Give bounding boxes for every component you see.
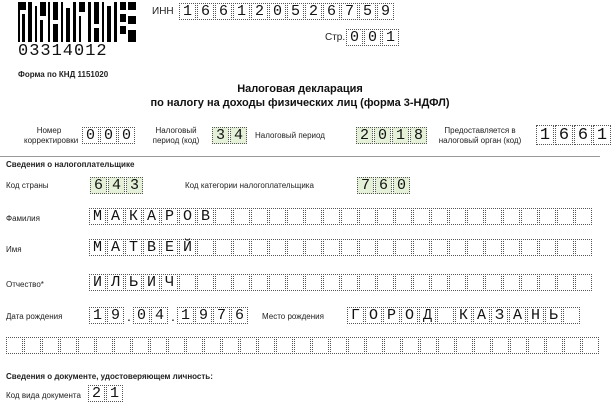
char-cell[interactable]: 1 (593, 125, 611, 145)
surname-label: Фамилия (6, 214, 40, 223)
char-cell[interactable]: А (509, 307, 526, 324)
char-cell[interactable]: 6 (197, 3, 214, 20)
taxpayer-section-title: Сведения о налогоплательщике (6, 160, 135, 169)
char-cell[interactable]: К (125, 208, 142, 225)
char-cell[interactable]: 0 (133, 307, 150, 324)
char-cell[interactable] (395, 208, 412, 225)
char-cell[interactable] (510, 337, 527, 354)
char-cell[interactable] (168, 337, 185, 354)
name-field[interactable] (89, 239, 593, 256)
char-cell[interactable] (251, 239, 268, 256)
char-cell[interactable]: 1 (89, 307, 106, 324)
char-cell[interactable]: 9 (107, 307, 124, 324)
authority-label: Предоставляется в налоговый орган (код) (438, 126, 522, 145)
char-cell[interactable] (269, 208, 286, 225)
char-cell[interactable]: Л (107, 274, 124, 291)
char-cell[interactable]: Р (161, 208, 178, 225)
char-cell[interactable]: 6 (90, 177, 107, 194)
char-cell[interactable] (204, 337, 221, 354)
char-cell[interactable] (233, 208, 250, 225)
char-cell[interactable]: А (143, 208, 160, 225)
char-cell[interactable] (474, 337, 491, 354)
category-label: Код категории налогоплательщика (185, 181, 314, 190)
char-cell[interactable] (359, 274, 376, 291)
char-cell[interactable] (575, 274, 592, 291)
authority-field[interactable] (536, 125, 612, 145)
char-cell[interactable] (539, 274, 556, 291)
char-cell[interactable] (431, 208, 448, 225)
char-cell[interactable]: Н (527, 307, 544, 324)
char-cell[interactable]: 6 (375, 177, 392, 194)
char-cell[interactable] (179, 274, 196, 291)
char-cell[interactable]: Й (179, 239, 196, 256)
char-cell[interactable]: 0 (364, 29, 381, 46)
document-section-title: Сведения о документе, удостоверяющем личность: (6, 372, 213, 381)
char-cell[interactable] (456, 337, 473, 354)
char-cell[interactable]: О (401, 307, 418, 324)
char-cell[interactable] (305, 208, 322, 225)
char-cell[interactable] (395, 274, 412, 291)
page-number-field[interactable] (346, 29, 400, 46)
char-cell[interactable]: 0 (118, 127, 135, 144)
birthplace-field[interactable] (347, 307, 581, 324)
char-cell[interactable] (96, 337, 113, 354)
char-cell[interactable] (377, 239, 394, 256)
char-cell[interactable] (323, 274, 340, 291)
char-cell[interactable] (276, 337, 293, 354)
char-cell[interactable]: 1 (177, 307, 194, 324)
birth-day[interactable] (89, 307, 125, 324)
char-cell[interactable] (366, 337, 383, 354)
date-separator: . (171, 308, 175, 324)
char-cell[interactable]: 2 (88, 385, 105, 402)
char-cell[interactable] (582, 337, 599, 354)
char-cell[interactable] (323, 239, 340, 256)
char-cell[interactable]: 0 (269, 3, 286, 20)
char-cell[interactable] (186, 337, 203, 354)
period-code-label: Налоговый период (код) (152, 126, 200, 145)
char-cell[interactable]: И (143, 274, 160, 291)
char-cell[interactable] (467, 274, 484, 291)
char-cell[interactable]: З (491, 307, 508, 324)
doc-code-label: Код вида документа (6, 391, 81, 400)
char-cell[interactable]: В (143, 239, 160, 256)
char-cell[interactable] (557, 239, 574, 256)
char-cell[interactable]: 1 (382, 29, 399, 46)
document-subtitle: по налогу на доходы физических лиц (форма 3-НДФЛ) (150, 97, 450, 109)
char-cell[interactable]: 1 (106, 385, 123, 402)
char-cell[interactable]: 7 (341, 3, 358, 20)
char-cell[interactable] (449, 208, 466, 225)
correction-field[interactable] (82, 127, 136, 144)
char-cell[interactable] (341, 274, 358, 291)
char-cell[interactable] (413, 274, 430, 291)
char-cell[interactable] (528, 337, 545, 354)
char-cell[interactable]: А (107, 208, 124, 225)
char-cell[interactable] (467, 208, 484, 225)
char-cell[interactable] (269, 239, 286, 256)
char-cell[interactable] (431, 239, 448, 256)
char-cell[interactable] (437, 307, 454, 324)
char-cell[interactable] (503, 274, 520, 291)
char-cell[interactable] (258, 337, 275, 354)
char-cell[interactable]: 7 (357, 177, 374, 194)
char-cell[interactable] (150, 337, 167, 354)
char-cell[interactable]: 2 (251, 3, 268, 20)
char-cell[interactable]: 0 (393, 177, 410, 194)
char-cell[interactable]: О (179, 208, 196, 225)
char-cell[interactable] (431, 274, 448, 291)
char-cell[interactable] (42, 337, 59, 354)
char-cell[interactable]: 9 (377, 3, 394, 20)
char-cell[interactable]: 4 (108, 177, 125, 194)
patronymic-field[interactable] (89, 274, 593, 291)
birthplace-continuation-field[interactable] (6, 337, 600, 354)
char-cell[interactable] (222, 337, 239, 354)
barcode-image (18, 2, 136, 42)
char-cell[interactable] (546, 337, 563, 354)
char-cell[interactable] (449, 274, 466, 291)
char-cell[interactable] (521, 274, 538, 291)
char-cell[interactable] (269, 274, 286, 291)
char-cell[interactable] (377, 274, 394, 291)
char-cell[interactable] (539, 239, 556, 256)
char-cell[interactable]: 5 (359, 3, 376, 20)
char-cell[interactable] (503, 208, 520, 225)
char-cell[interactable]: 6 (231, 307, 248, 324)
char-cell[interactable]: М (89, 208, 106, 225)
birth-year[interactable] (177, 307, 249, 324)
name-label: Имя (6, 245, 22, 254)
char-cell[interactable]: 9 (195, 307, 212, 324)
char-cell[interactable]: 6 (574, 125, 592, 145)
document-title: Налоговая декларация (237, 83, 363, 95)
char-cell[interactable] (78, 337, 95, 354)
char-cell[interactable]: 6 (555, 125, 573, 145)
period-code-field[interactable] (212, 127, 248, 144)
char-cell[interactable]: 1 (233, 3, 250, 20)
char-cell[interactable] (557, 208, 574, 225)
char-cell[interactable] (539, 208, 556, 225)
char-cell[interactable] (467, 239, 484, 256)
form-code: Форма по КНД 1151020 (18, 70, 109, 79)
birthplace-label: Место рождения (262, 312, 324, 321)
char-cell[interactable] (557, 274, 574, 291)
char-cell[interactable]: М (89, 239, 106, 256)
char-cell[interactable] (24, 337, 41, 354)
char-cell[interactable] (413, 239, 430, 256)
char-cell[interactable] (413, 208, 430, 225)
char-cell[interactable] (294, 337, 311, 354)
char-cell[interactable] (420, 337, 437, 354)
inn-field[interactable] (179, 3, 395, 20)
char-cell[interactable] (575, 239, 592, 256)
char-cell[interactable]: И (89, 274, 106, 291)
char-cell[interactable]: 5 (287, 3, 304, 20)
char-cell[interactable]: 0 (374, 127, 391, 144)
char-cell[interactable] (359, 239, 376, 256)
period-label: Налоговый период (255, 131, 325, 140)
char-cell[interactable] (564, 337, 581, 354)
char-cell[interactable] (449, 239, 466, 256)
char-cell[interactable]: 6 (323, 3, 340, 20)
char-cell[interactable] (485, 274, 502, 291)
char-cell[interactable]: Ь (545, 307, 562, 324)
char-cell[interactable] (287, 208, 304, 225)
char-cell[interactable]: 2 (305, 3, 322, 20)
surname-field[interactable] (89, 208, 593, 225)
char-cell[interactable] (330, 337, 347, 354)
char-cell[interactable]: 1 (392, 127, 409, 144)
page-label: Стр. (325, 32, 346, 43)
char-cell[interactable] (492, 337, 509, 354)
char-cell[interactable]: 3 (212, 127, 229, 144)
char-cell[interactable]: О (365, 307, 382, 324)
char-cell[interactable]: 8 (410, 127, 427, 144)
char-cell[interactable]: А (473, 307, 490, 324)
char-cell[interactable]: К (455, 307, 472, 324)
inn-label: ИНН (152, 6, 174, 17)
char-cell[interactable] (485, 208, 502, 225)
char-cell[interactable] (395, 239, 412, 256)
char-cell[interactable]: 6 (215, 3, 232, 20)
section-divider (0, 156, 600, 157)
char-cell[interactable]: Г (347, 307, 364, 324)
char-cell[interactable] (233, 239, 250, 256)
char-cell[interactable] (377, 208, 394, 225)
char-cell[interactable] (359, 208, 376, 225)
char-cell[interactable] (348, 337, 365, 354)
char-cell[interactable] (287, 274, 304, 291)
char-cell[interactable] (485, 239, 502, 256)
birth-month[interactable] (133, 307, 169, 324)
barcode-number: 03314012 (18, 42, 108, 61)
doc-code-field[interactable] (88, 385, 124, 402)
char-cell[interactable] (438, 337, 455, 354)
char-cell[interactable] (114, 337, 131, 354)
char-cell[interactable] (312, 337, 329, 354)
char-cell[interactable] (233, 274, 250, 291)
char-cell[interactable] (6, 337, 23, 354)
char-cell[interactable] (197, 274, 214, 291)
char-cell[interactable] (60, 337, 77, 354)
char-cell[interactable] (384, 337, 401, 354)
char-cell[interactable] (521, 239, 538, 256)
char-cell[interactable] (323, 208, 340, 225)
char-cell[interactable]: 4 (230, 127, 247, 144)
char-cell[interactable] (197, 239, 214, 256)
char-cell[interactable] (240, 337, 257, 354)
char-cell[interactable]: 0 (82, 127, 99, 144)
char-cell[interactable]: Ч (161, 274, 178, 291)
char-cell[interactable]: В (197, 208, 214, 225)
char-cell[interactable] (563, 307, 580, 324)
char-cell[interactable] (305, 274, 322, 291)
char-cell[interactable] (132, 337, 149, 354)
birthdate-label: Дата рождения (6, 312, 63, 321)
char-cell[interactable] (521, 208, 538, 225)
char-cell[interactable] (503, 239, 520, 256)
char-cell[interactable] (251, 208, 268, 225)
char-cell[interactable]: 0 (346, 29, 363, 46)
char-cell[interactable]: 1 (179, 3, 196, 20)
country-label: Код страны (6, 181, 49, 190)
char-cell[interactable] (341, 239, 358, 256)
country-field[interactable] (90, 177, 144, 194)
char-cell[interactable]: 7 (213, 307, 230, 324)
char-cell[interactable] (287, 239, 304, 256)
char-cell[interactable]: Д (419, 307, 436, 324)
char-cell[interactable] (251, 274, 268, 291)
char-cell[interactable]: 0 (100, 127, 117, 144)
date-separator: . (127, 308, 131, 324)
char-cell[interactable] (575, 208, 592, 225)
patronymic-label: Отчество* (6, 280, 44, 289)
char-cell[interactable]: 1 (536, 125, 554, 145)
char-cell[interactable] (215, 239, 232, 256)
char-cell[interactable] (305, 239, 322, 256)
char-cell[interactable]: Е (161, 239, 178, 256)
char-cell[interactable]: А (107, 239, 124, 256)
char-cell[interactable]: Р (383, 307, 400, 324)
period-field[interactable] (356, 127, 428, 144)
category-field[interactable] (357, 177, 411, 194)
char-cell[interactable] (341, 208, 358, 225)
birthdate-field[interactable] (89, 307, 249, 324)
char-cell[interactable] (402, 337, 419, 354)
char-cell[interactable] (215, 208, 232, 225)
char-cell[interactable]: 2 (356, 127, 373, 144)
char-cell[interactable]: 4 (151, 307, 168, 324)
char-cell[interactable]: 3 (126, 177, 143, 194)
correction-label: Номер корректировки (24, 126, 79, 145)
char-cell[interactable]: Т (125, 239, 142, 256)
char-cell[interactable] (215, 274, 232, 291)
char-cell[interactable]: Ь (125, 274, 142, 291)
